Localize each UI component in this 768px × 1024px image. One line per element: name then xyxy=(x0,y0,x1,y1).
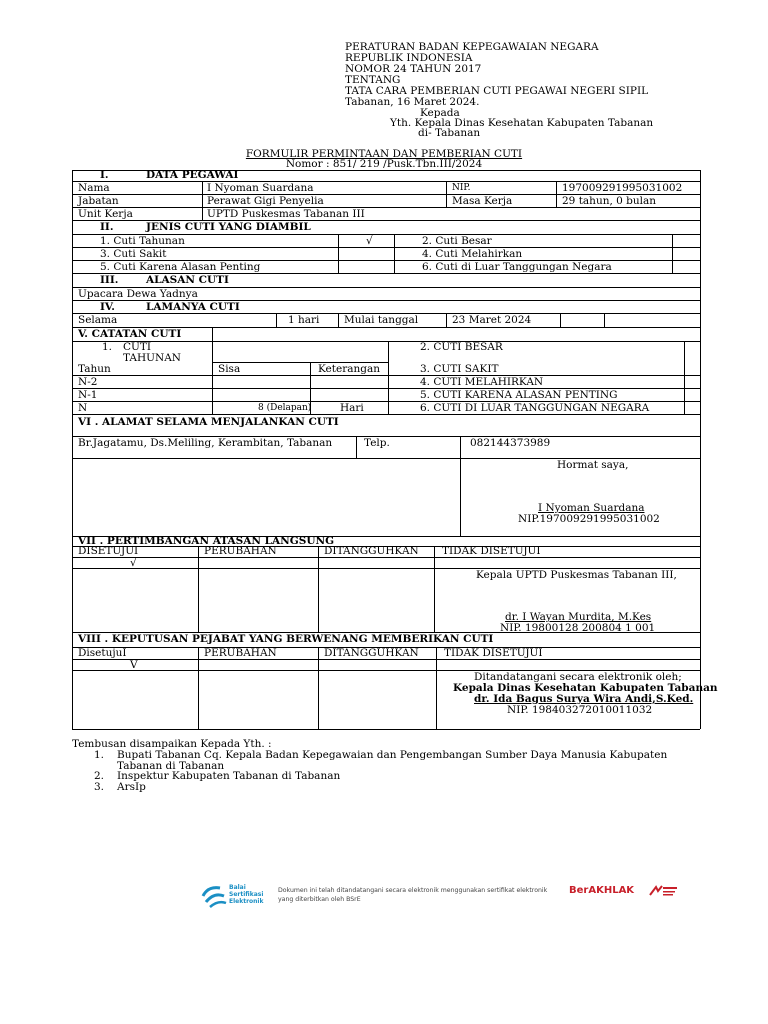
table-border xyxy=(556,181,557,207)
table-border xyxy=(72,729,700,730)
column-header: Sisa xyxy=(218,363,241,375)
section-number: I. xyxy=(100,169,109,181)
header-line: NOMOR 24 TAHUN 2017 xyxy=(345,63,482,75)
leave-type-option: 6. Cuti di Luar Tanggungan Negara xyxy=(422,261,612,273)
table-border xyxy=(446,181,447,207)
cc-number: 1. xyxy=(94,749,105,761)
table-border xyxy=(72,557,700,558)
field-label: Jabatan xyxy=(78,195,119,207)
leave-type-option: 5. Cuti Karena Alasan Penting xyxy=(100,261,261,273)
table-border xyxy=(202,181,203,220)
checkmark: V xyxy=(130,659,138,671)
field-value: UPTD Puskesmas Tabanan III xyxy=(207,208,365,220)
column-header: DITANGGUHKAN xyxy=(324,647,419,659)
applicant-nip: NIP.197009291995031002 xyxy=(518,513,660,525)
cc-number: 3. xyxy=(94,781,105,793)
table-border xyxy=(604,313,605,327)
leave-record-item: 4. CUTI MELAHIRKAN xyxy=(420,376,544,388)
table-border xyxy=(338,234,339,273)
remaining-leave: 8 (Delapan) xyxy=(258,403,312,413)
row-label: N xyxy=(78,402,88,414)
column-header: Keterangan xyxy=(318,363,380,375)
header-line: TENTANG xyxy=(345,74,401,86)
table-border xyxy=(700,536,701,632)
column-header: DISETUJUI xyxy=(78,545,139,557)
row-label: N-2 xyxy=(78,376,98,388)
table-border xyxy=(700,632,701,729)
disclaimer-line: Dokumen ini telah ditandatangani secara elektronik menggunakan sertifikat elektronik xyxy=(278,887,548,894)
table-border xyxy=(72,341,700,342)
table-border xyxy=(460,436,461,536)
cc-title: Tembusan disampaikan Kepada Yth. : xyxy=(72,738,272,750)
table-border xyxy=(684,341,685,414)
leave-start-date: 23 Maret 2024 xyxy=(452,314,532,326)
table-border xyxy=(560,313,561,327)
section-title: VIII . KEPUTUSAN PEJABAT YANG BERWENANG MEMBERIKAN CUTI xyxy=(78,633,494,645)
bsre-line: Elektronik xyxy=(229,898,264,905)
leave-type-option: 1. Cuti Tahunan xyxy=(100,235,185,247)
table-border xyxy=(212,327,213,414)
checkmark: √ xyxy=(130,557,137,569)
official-name: dr. Ida Bagus Surya Wira Andi,S.Ked. xyxy=(474,693,694,705)
leave-record-label: CUTI xyxy=(123,341,152,353)
column-header: PERUBAHAN xyxy=(204,647,277,659)
row-label: N-1 xyxy=(78,389,98,401)
section-number: IV. xyxy=(100,301,115,313)
place-date: Tabanan, 16 Maret 2024. xyxy=(345,96,480,108)
field-value: Perawat Gigi Penyelia xyxy=(207,195,324,207)
table-border xyxy=(72,207,700,208)
remaining-unit: Hari xyxy=(340,402,364,414)
applicant-name: I Nyoman Suardana xyxy=(538,502,645,514)
leave-reason: Upacara Dewa Yadnya xyxy=(78,288,198,300)
leave-record-label: TAHUNAN xyxy=(123,352,181,364)
phone-number: 082144373989 xyxy=(470,437,551,449)
table-border xyxy=(672,234,673,273)
leave-type-option: 4. Cuti Melahirkan xyxy=(422,248,523,260)
table-border xyxy=(436,647,437,729)
leave-record-item: 5. CUTI KARENA ALASAN PENTING xyxy=(420,389,618,401)
table-border xyxy=(446,313,447,327)
section-number: II. xyxy=(100,221,114,233)
field-label: Nama xyxy=(78,182,110,194)
disclaimer-line: yang diterbitkan oleh BSrE xyxy=(278,896,361,903)
header-line: TATA CARA PEMBERIAN CUTI PEGAWAI NEGERI SIPIL xyxy=(345,85,649,97)
field-label: NIP. xyxy=(452,183,471,193)
column-header: TIDAK DISETUJUI xyxy=(442,545,541,557)
section-title: VI . ALAMAT SELAMA MENJALANKAN CUTI xyxy=(78,416,339,428)
supervisor-nip: NIP. 19800128 200804 1 001 xyxy=(500,622,656,634)
bsre-line: Sertifikasi xyxy=(229,891,264,898)
official-title: Kepala Dinas Kesehatan Kabupaten Tabanan xyxy=(453,682,718,694)
supervisor-name: dr. I Wayan Murdita, M.Kes xyxy=(505,611,652,623)
cc-item: Tabanan di Tabanan xyxy=(117,760,225,772)
form-number: Nomor : 851/ 219 /Pusk.Tbn.III/2024 xyxy=(285,158,483,170)
supervisor-title: Kepala UPTD Puskesmas Tabanan III, xyxy=(476,569,677,581)
section-number: III. xyxy=(100,274,119,286)
table-border xyxy=(356,436,357,458)
field-label: Unit Kerja xyxy=(78,208,133,220)
field-value: I Nyoman Suardana xyxy=(207,182,314,194)
table-border xyxy=(198,546,199,632)
bsre-line: Balai xyxy=(229,884,246,891)
section-title: DATA PEGAWAI xyxy=(146,169,239,181)
list-number: 1. xyxy=(102,341,113,353)
bangga-melayani-icon xyxy=(648,883,678,897)
table-border xyxy=(72,247,700,248)
recipient-location: di- Tabanan xyxy=(418,127,481,139)
column-header: Tahun xyxy=(78,363,111,375)
table-border xyxy=(72,414,700,415)
header-line: PERATURAN BADAN KEPEGAWAIAN NEGARA xyxy=(345,41,599,53)
field-label: Mulai tanggal xyxy=(344,314,419,326)
table-border xyxy=(338,313,339,327)
form-title: FORMULIR PERMINTAAN DAN PEMBERIAN CUTI xyxy=(245,148,523,160)
table-border xyxy=(434,546,435,632)
table-border xyxy=(198,647,199,729)
leave-type-option: 3. Cuti Sakit xyxy=(100,248,167,260)
leave-address: Br.Jagatamu, Ds.Meliling, Kerambitan, Tabanan xyxy=(78,437,333,449)
bsre-name xyxy=(229,884,263,905)
cc-number: 2. xyxy=(94,770,105,782)
field-label: Masa Kerja xyxy=(452,195,513,207)
header-line: REPUBLIK INDONESIA xyxy=(345,52,473,64)
bsre-logo-icon xyxy=(200,882,230,910)
field-value: 29 tahun, 0 bulan xyxy=(562,195,657,207)
column-header: PERUBAHAN xyxy=(204,545,277,557)
table-border xyxy=(72,414,73,536)
cc-item: Inspektur Kabupaten Tabanan di Tabanan xyxy=(117,770,341,782)
table-border xyxy=(318,546,319,632)
leave-duration: 1 hari xyxy=(288,314,320,326)
table-border xyxy=(700,170,701,414)
table-border xyxy=(72,375,700,376)
table-border xyxy=(388,341,389,414)
field-label: Selama xyxy=(78,314,118,326)
table-border xyxy=(700,414,701,536)
cc-item: ArsIp xyxy=(117,781,146,793)
official-nip: NIP. 198403272010011032 xyxy=(507,704,653,716)
table-border xyxy=(394,234,395,273)
checkmark: √ xyxy=(366,235,373,247)
table-border xyxy=(72,536,73,632)
recipient: Yth. Kepala Dinas Kesehatan Kabupaten Tabanan xyxy=(390,117,654,129)
kepada-label: Kepada xyxy=(420,107,460,119)
table-border xyxy=(72,659,700,660)
table-border xyxy=(318,647,319,729)
leave-record-item: 2. CUTI BESAR xyxy=(420,341,503,353)
cc-item: Bupati Tabanan Cq. Kepala Badan Kepegawaian dan Pengembangan Sumber Daya Manusia Kabupaten xyxy=(117,749,668,761)
column-header: DITANGGUHKAN xyxy=(324,545,419,557)
section-title: V. CATATAN CUTI xyxy=(78,328,182,340)
column-header: TIDAK DISETUJUI xyxy=(444,647,543,659)
berakhlak-logo: BerAKHLAK xyxy=(569,885,635,896)
section-title: LAMANYA CUTI xyxy=(146,301,240,313)
field-value: 197009291995031002 xyxy=(562,182,683,194)
table-border xyxy=(276,313,277,327)
closing-salutation: Hormat saya, xyxy=(557,459,629,471)
column-header: DisetujuI xyxy=(78,647,127,659)
e-sign-note: Ditandatangani secara elektronik oleh; xyxy=(474,671,682,683)
section-title: VII . PERTIMBANGAN ATASAN LANGSUNG xyxy=(78,535,335,547)
e-sign-disclaimer xyxy=(278,886,547,904)
section-title: ALASAN CUTI xyxy=(146,274,229,286)
leave-record-item: 6. CUTI DI LUAR TANGGUNGAN NEGARA xyxy=(420,402,650,414)
field-label: Telp. xyxy=(364,437,390,449)
leave-record-item: 3. CUTI SAKIT xyxy=(420,363,499,375)
section-title: JENIS CUTI YANG DIAMBIL xyxy=(146,221,311,233)
leave-type-option: 2. Cuti Besar xyxy=(422,235,492,247)
